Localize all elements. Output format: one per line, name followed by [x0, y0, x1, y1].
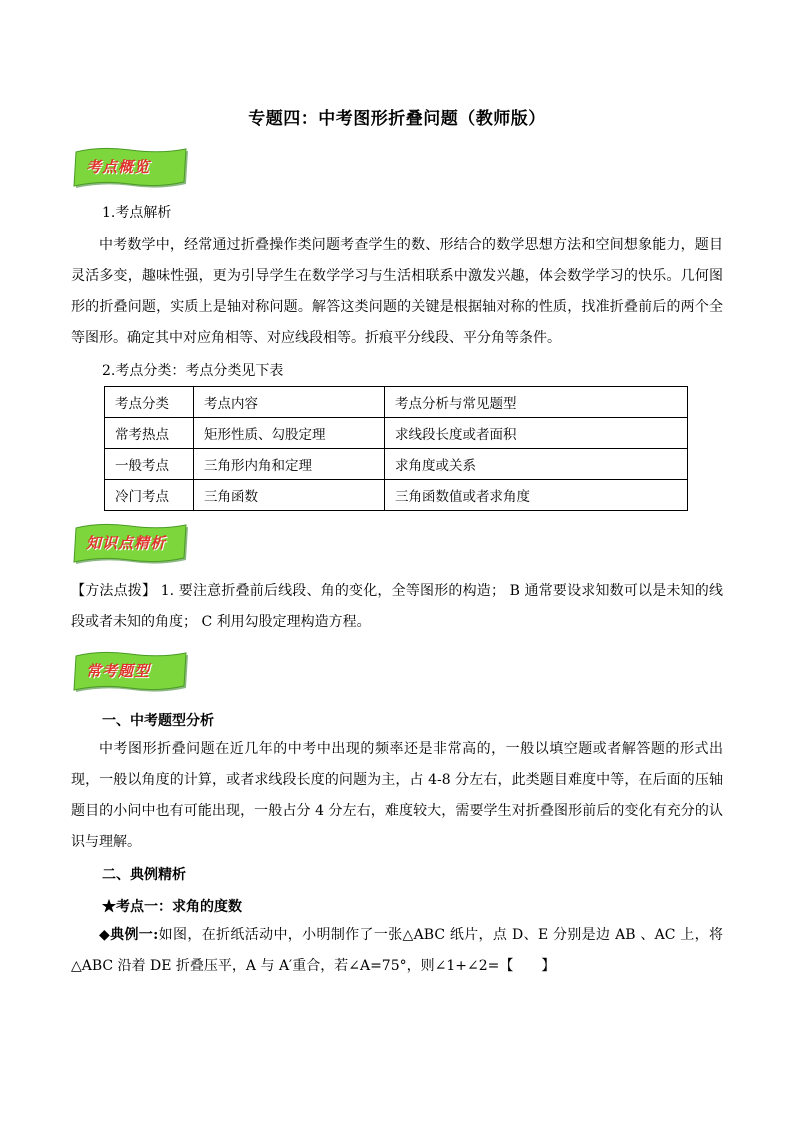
- section1-heading2: 2.考点分类：考点分类见下表: [102, 363, 284, 379]
- table-cell: 冷门考点: [105, 480, 194, 511]
- table-cell: 三角形内角和定理: [194, 449, 385, 480]
- topic-table: [104, 386, 688, 511]
- analysis-heading: 一、中考题型分析: [102, 713, 214, 729]
- table-row: [105, 480, 688, 511]
- examples-heading: 二、典例精析: [102, 867, 186, 883]
- section1-heading: 1.考点解析: [102, 205, 172, 221]
- table-row: [105, 449, 688, 480]
- banner-overview: [70, 144, 192, 190]
- example-label: ◆典例一:: [99, 927, 159, 943]
- page-title: 专题四：中考图形折叠问题（教师版）: [248, 109, 546, 129]
- table-cell: 三角函数值或者求角度: [385, 480, 688, 511]
- table-cell: 求线段长度或者面积: [385, 418, 688, 449]
- table-cell: 考点分析与常见题型: [385, 387, 688, 418]
- method-text: 【方法点拨】 1. 要注意折叠前后线段、角的变化，全等图形的构造； B 通常要设求知数可以是未知的线段或者未知的角度； C 利用勾股定理构造方程。: [71, 583, 723, 630]
- table-row: [105, 418, 688, 449]
- example-text: 如图，在折纸活动中，小明制作了一张△ABC 纸片，点 D、E 分别是边 AB 、AC 上，将△ABC 沿着 DE 折叠压平，A 与 A′重合，若∠A=75°，则∠1+∠2=【 】: [71, 927, 723, 974]
- table-cell: 三角函数: [194, 480, 385, 511]
- banner-common-label: 常考题型: [86, 662, 151, 680]
- table-cell: 考点分类: [105, 387, 194, 418]
- table-cell: 求角度或关系: [385, 449, 688, 480]
- table-cell: 考点内容: [194, 387, 385, 418]
- banner-overview-label: 考点概览: [86, 158, 151, 176]
- analysis-paragraph: 中考图形折叠问题在近几年的中考中出现的频率还是非常高的，一般以填空题或者解答题的形式出现，一般以角度的计算，或者求线段长度的问题为主，占 4-8 分左右，此类题目难度中等，在后面的压轴题目的小问中也有可能出现，一般占分 4 分左右，难度较大，需要学生对折叠图形前后的变化有充分的认识与理解。: [71, 741, 723, 850]
- table-row: [105, 387, 688, 418]
- banner-knowledge: [70, 520, 192, 566]
- table-cell: 一般考点: [105, 449, 194, 480]
- banner-knowledge-label: 知识点精析: [86, 534, 167, 552]
- section1-paragraph: 中考数学中，经常通过折叠操作类问题考查学生的数、形结合的数学思想方法和空间想象能力，题目灵活多变，趣味性强，更为引导学生在数学学习与生活相联系中激发兴趣，体会数学学习的快乐。几何图形的折叠问题，实质上是轴对称问题。解答这类问题的关键是根据轴对称的性质，找准折叠前后的两个全等图形。确定其中对应角相等、对应线段相等。折痕平分线段、平分角等条件。: [71, 237, 723, 346]
- example-point-heading: ★考点一：求角的度数: [102, 899, 242, 915]
- table-cell: 常考热点: [105, 418, 194, 449]
- example-one: [71, 920, 723, 982]
- table-cell: 矩形性质、勾股定理: [194, 418, 385, 449]
- banner-common: [70, 648, 192, 694]
